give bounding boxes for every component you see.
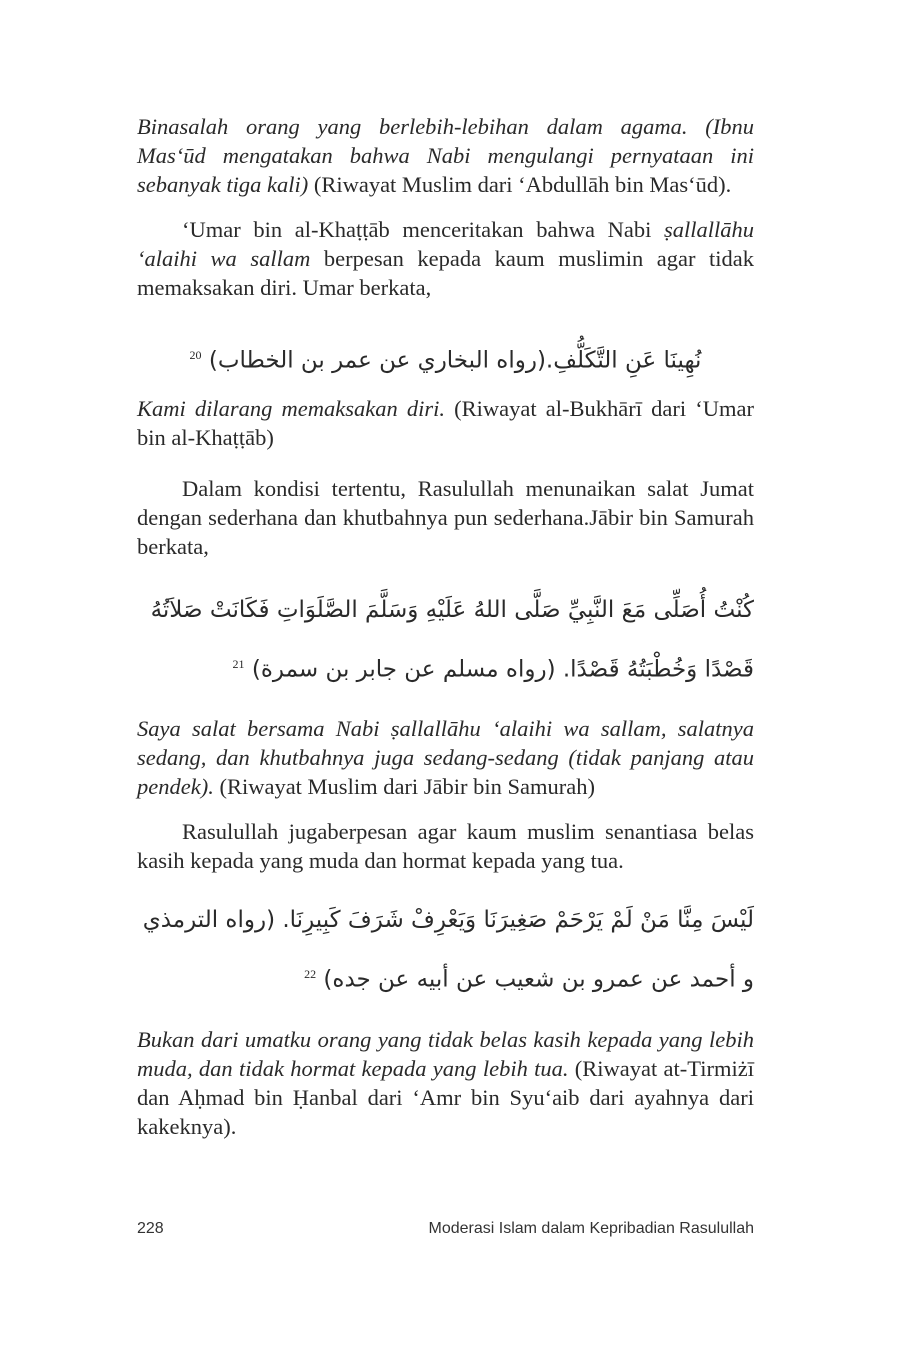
translation-paragraph-2	[137, 394, 754, 452]
page-footer	[137, 1220, 754, 1238]
arabic-text: لَيْسَ مِنَّا مَنْ لَمْ يَرْحَمْ صَغِيرَنَا وَيَعْرِفْ شَرَفَ كَبِيرِنَا. (رواه الترمذي و أحمد عن عمرو بن شعيب عن أبيه عن جده)	[142, 907, 754, 993]
arabic-text: نُهِينَا عَنِ التَّكَلُّفِ.(رواه البخاري عن عمر بن الخطاب)	[208, 347, 702, 374]
footnote-marker: 21	[232, 656, 245, 671]
arabic-text: كُنْتُ أُصَلِّى مَعَ النَّبِيِّ صَلَّى اللهُ عَلَيْهِ وَسَلَّمَ الصَّلَوَاتِ فَكَانَتْ صَلاَتُهُ قَصْدًا وَخُطْبَتُهُ قَصْدًا. (رواه مسلم عن جابر بن سمرة)	[150, 596, 754, 683]
honorific: ṣallallāhu ‘alaihi wa sallam	[137, 217, 754, 271]
text-span: ‘Umar bin al-Khaṭṭāb menceritakan bahwa Nabi	[182, 217, 664, 242]
source-citation: (Riwayat Muslim dari ‘Abdullāh bin Mas‘ūd).	[308, 172, 732, 197]
translation-paragraph-1	[137, 112, 754, 199]
body-paragraph-jumat: Dalam kondisi tertentu, Rasulullah menunaikan salat Jumat dengan sederhana dan khutbahnya pun sederhana.Jābir bin Samurah berkata,	[137, 475, 754, 559]
source-citation: (Riwayat al-Bukhārī dari ‘Umar bin al-Khaṭṭāb)	[137, 395, 754, 450]
arabic-hadith-1	[137, 328, 754, 388]
text-span: berpesan kepada kaum muslimin agar tidak memaksakan diri. Umar berkata,	[137, 246, 755, 300]
translation-text: Binasalah orang yang berlebih-lebihan dalam agama. (Ibnu Mas‘ūd mengatakan bahwa Nabi mengulangi pernyataan ini sebanyak tiga kali)	[137, 114, 754, 197]
source-citation: (Riwayat Muslim dari Jābir bin Samurah)	[213, 774, 596, 800]
page-number: 228	[137, 1220, 164, 1237]
body-paragraph-belas-kasih: Rasulullah jugaberpesan agar kaum muslim senantiasa belas kasih kepada yang muda dan hormat kepada yang tua.	[137, 819, 754, 874]
footnote-marker: 20	[189, 348, 202, 362]
translation-text: Kami dilarang memaksakan diri.	[137, 395, 446, 421]
footnote-marker: 22	[304, 967, 317, 982]
translation-paragraph-3	[137, 714, 754, 801]
body-paragraph-umar	[137, 215, 754, 302]
arabic-hadith-2	[137, 583, 754, 697]
translation-text: Saya salat bersama Nabi ṣallallāhu ‘alaihi wa sallam, salatnya sedang, dan khutbahnya juga sedang-sedang (tidak panjang atau pendek).	[137, 716, 754, 800]
running-title: Moderasi Islam dalam Kepribadian Rasulullah	[428, 1220, 754, 1237]
page-body	[137, 112, 754, 1141]
translation-text: Bukan dari umatku orang yang tidak belas kasih kepada yang lebih muda, dan tidak hormat kepada yang lebih tua.	[137, 1026, 754, 1081]
translation-paragraph-4	[137, 1025, 754, 1141]
arabic-hadith-3	[137, 893, 754, 1007]
source-citation: (Riwayat at-Tirmiżī dan Aḥmad bin Ḥanbal dari ‘Amr bin Syu‘aib dari ayahnya dari kakeknya).	[137, 1055, 754, 1139]
